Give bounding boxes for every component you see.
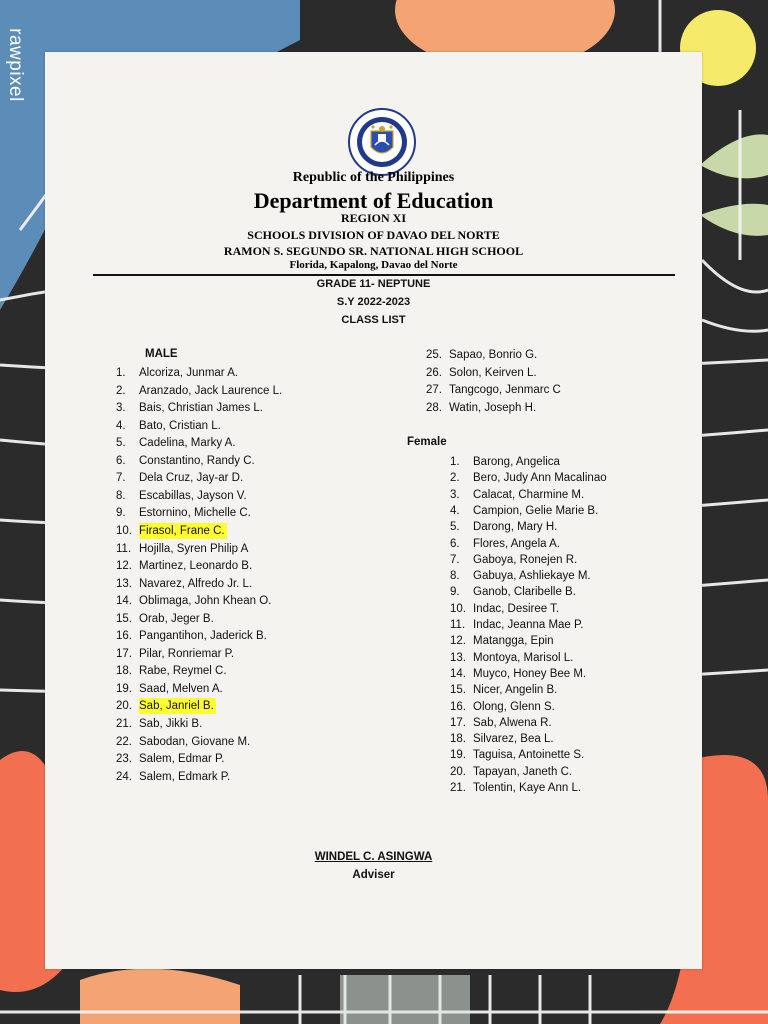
student-number: 20. [450, 765, 466, 778]
student-name: Muyco, Honey Bee M. [473, 667, 587, 680]
student-number: 19. [450, 749, 466, 762]
student-name: Bero, Judy Ann Macalinao [473, 472, 607, 485]
student-number: 17. [450, 716, 466, 729]
student-number: 2. [116, 384, 126, 397]
student-name: Solon, Keirven L. [449, 366, 537, 379]
school-year: S.Y 2022-2023 [336, 296, 411, 308]
student-name: Oblimaga, John Khean O. [139, 595, 272, 608]
student-name: Gabuya, Ashliekaye M. [473, 570, 591, 583]
student-name: Tangcogo, Jenmarc C [449, 384, 561, 397]
student-name: Matangga, Epin [473, 635, 554, 648]
student-name: Taguisa, Antoinette S. [473, 749, 585, 762]
student-number: 26. [426, 366, 442, 379]
student-number: 14. [450, 667, 466, 680]
adviser-name: WINDEL C. ASINGWA [314, 851, 433, 863]
student-name: Cadelina, Marky A. [139, 437, 236, 450]
student-name: Indac, Jeanna Mae P. [473, 619, 584, 631]
student-number: 16. [116, 630, 132, 643]
student-number: 9. [116, 507, 126, 520]
adviser-title: Adviser [352, 869, 395, 881]
student-name: Montoya, Marisol L. [473, 651, 574, 664]
student-name: Rabe, Reymel C. [139, 665, 227, 678]
student-name: Sabodan, Giovane M. [139, 735, 251, 748]
student-number: 4. [450, 504, 460, 517]
student-name: Campion, Gelie Marie B. [473, 504, 599, 517]
student-name: Barong, Angelica [473, 456, 560, 468]
student-number: 22. [116, 735, 132, 748]
student-name: Estornino, Michelle C. [139, 507, 251, 520]
student-number: 13. [450, 651, 466, 664]
student-number: 12. [116, 560, 132, 573]
student-number: 25. [426, 349, 442, 361]
student-number: 10. [116, 524, 132, 537]
student-number: 7. [450, 553, 460, 566]
female-section-label: Female [407, 436, 447, 448]
student-name: Pilar, Ronriemar P. [139, 647, 235, 660]
school-address: Florida, Kapalong, Davao del Norte [289, 259, 458, 271]
student-name: Darong, Mary H. [473, 521, 558, 534]
student-name: Dela Cruz, Jay-ar D. [139, 472, 244, 485]
student-name: Sab, Jikki B. [139, 718, 203, 730]
student-number: 4. [116, 419, 126, 432]
student-number: 27. [426, 384, 442, 397]
student-number: 5. [116, 437, 126, 450]
student-number: 8. [450, 570, 460, 583]
student-name: Saad, Melven A. [139, 682, 223, 695]
student-name: Constantino, Randy C. [139, 454, 255, 467]
student-number: 17. [116, 647, 132, 660]
student-name: Salem, Edmark P. [139, 770, 231, 783]
student-number: 21. [450, 782, 466, 794]
student-name: Calacat, Charmine M. [473, 488, 585, 501]
student-name: Gaboya, Ronejen R. [473, 553, 578, 566]
student-number: 24. [116, 770, 132, 783]
student-number: 6. [116, 454, 126, 467]
student-name: Bais, Christian James L. [139, 402, 263, 415]
republic-heading: Republic of the Philippines [292, 170, 455, 185]
student-number: 18. [450, 733, 466, 746]
department-heading: Department of Education [253, 188, 494, 213]
student-name: Alcoriza, Junmar A. [139, 367, 239, 379]
student-number: 13. [116, 577, 132, 590]
student-name: Silvarez, Bea L. [473, 733, 554, 746]
student-number: 14. [116, 595, 132, 608]
student-number: 21. [116, 718, 132, 730]
student-name: Flores, Angela A. [473, 537, 560, 550]
student-number: 28. [426, 402, 442, 415]
student-number: 1. [450, 456, 460, 468]
student-name: Hojilla, Syren Philip A [139, 542, 249, 555]
student-number: 10. [450, 602, 466, 615]
student-number: 12. [450, 635, 466, 648]
student-number: 2. [450, 472, 460, 485]
student-name: Sapao, Bonrio G. [449, 349, 538, 361]
student-number: 1. [116, 367, 126, 379]
student-name: Olong, Glenn S. [473, 700, 555, 713]
student-number: 23. [116, 753, 132, 766]
student-name: Orab, Jeger B. [139, 612, 214, 625]
student-name: Bato, Cristian L. [139, 419, 221, 432]
student-number: 3. [116, 402, 126, 415]
student-number: 5. [450, 521, 460, 534]
student-name: Escabillas, Jayson V. [139, 489, 247, 502]
student-name: Aranzado, Jack Laurence L. [139, 384, 283, 397]
student-number: 8. [116, 489, 126, 502]
student-name: Martinez, Leonardo B. [139, 560, 253, 573]
student-number: 11. [116, 542, 132, 555]
student-number: 16. [450, 700, 466, 713]
student-number: 19. [116, 682, 132, 695]
student-name: Tolentin, Kaye Ann L. [473, 782, 582, 794]
student-number: 15. [450, 684, 466, 697]
student-number: 6. [450, 537, 460, 550]
student-number: 7. [116, 472, 126, 485]
male-section-label: MALE [145, 348, 178, 360]
class-list-title: CLASS LIST [341, 314, 406, 326]
student-number: 15. [116, 612, 132, 625]
student-name-highlighted: Sab, Janriel B. [139, 700, 214, 713]
student-name: Salem, Edmar P. [139, 753, 225, 766]
school-heading: RAMON S. SEGUNDO SR. NATIONAL HIGH SCHOOL [223, 244, 524, 258]
student-name: Navarez, Alfredo Jr. L. [139, 577, 253, 590]
header-divider [93, 274, 675, 276]
student-name: Tapayan, Janeth C. [473, 765, 573, 778]
class-list-document [45, 52, 702, 969]
student-name: Indac, Desiree T. [473, 602, 560, 615]
student-name-highlighted: Firasol, Frane C. [139, 524, 225, 537]
student-number: 9. [450, 586, 460, 599]
student-name: Pangantihon, Jaderick B. [139, 630, 267, 643]
student-number: 3. [450, 488, 460, 501]
student-number: 11. [450, 619, 466, 631]
student-name: Watin, Joseph H. [449, 402, 537, 415]
rawpixel-watermark [2, 10, 28, 120]
region-heading: REGION XI [340, 211, 406, 225]
student-number: 20. [116, 700, 132, 713]
deped-seal-icon [347, 107, 417, 177]
student-name: Ganob, Claribelle B. [473, 586, 576, 599]
student-number: 18. [116, 665, 132, 678]
grade-section: GRADE 11- NEPTUNE [316, 278, 431, 290]
rawpixel-watermark-text: rawpixel [5, 28, 26, 102]
student-name: Sab, Alwena R. [473, 716, 552, 729]
division-heading: SCHOOLS DIVISION OF DAVAO DEL NORTE [247, 228, 500, 242]
student-name: Nicer, Angelin B. [473, 684, 558, 697]
